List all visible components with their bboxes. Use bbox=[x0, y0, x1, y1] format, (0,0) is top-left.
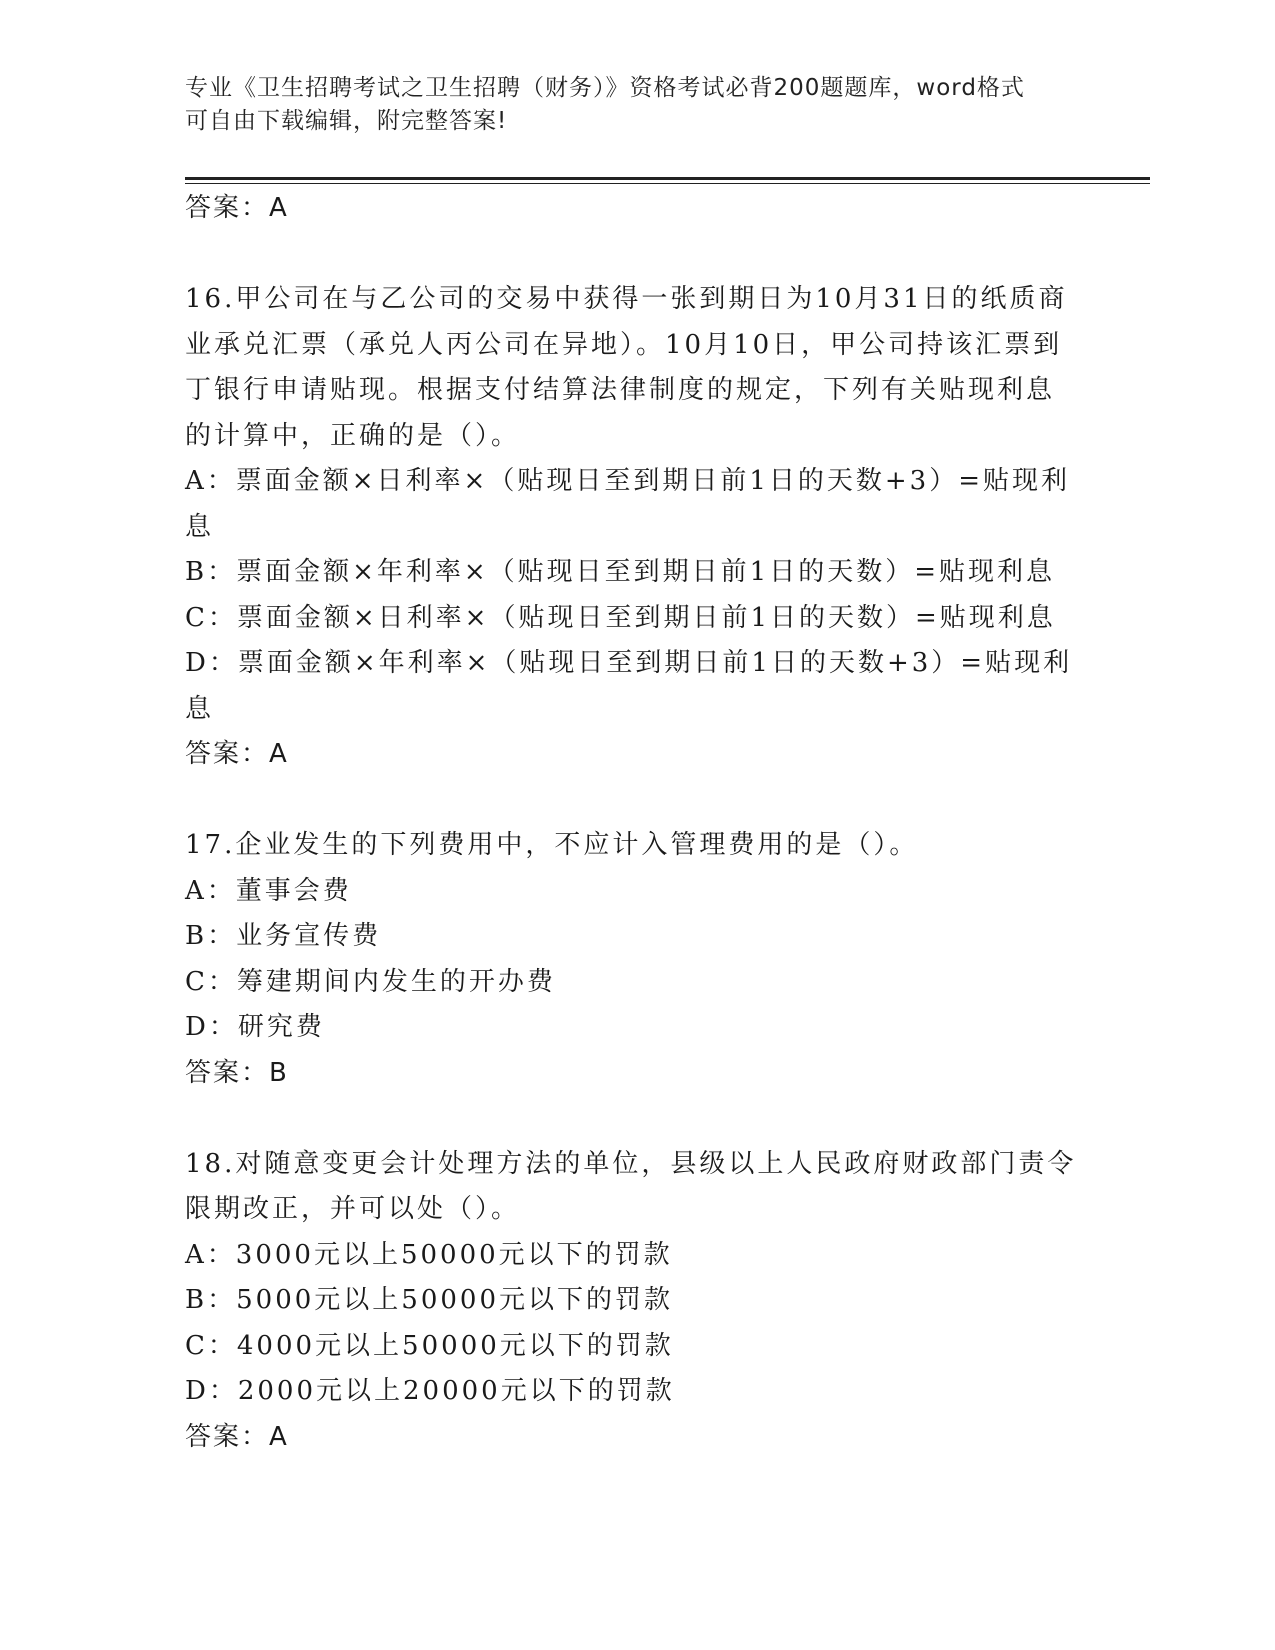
option-line: B：票面金额×年利率×（贴现日至到期日前1日的天数）=贴现利息 bbox=[185, 557, 1056, 587]
document-body bbox=[185, 186, 1085, 1460]
answer-line: 答案：B bbox=[185, 1057, 289, 1088]
option-line: C：票面金额×日利率×（贴现日至到期日前1日的天数）=贴现利息 bbox=[185, 602, 1056, 633]
header-divider-thin bbox=[185, 183, 1150, 184]
option-line: D：研究费 bbox=[185, 1012, 325, 1042]
option-line: D：票面金额×年利率×（贴现日至到期日前1日的天数+3）=贴现利 bbox=[185, 648, 1073, 678]
question-18 bbox=[185, 1142, 1085, 1461]
header-line-2: 可自由下载编辑，附完整答案! bbox=[185, 108, 508, 134]
question-stem-line: 16.甲公司在与乙公司的交易中获得一张到期日为10月31日的纸质商 bbox=[185, 284, 1068, 314]
option-line: C：4000元以上50000元以下的罚款 bbox=[185, 1330, 674, 1361]
document-header bbox=[185, 72, 1085, 138]
option-line: 息 bbox=[185, 511, 215, 542]
question-stem-line: 丁银行申请贴现。根据支付结算法律制度的规定，下列有关贴现利息 bbox=[185, 375, 1056, 405]
header-line-1: 专业《卫生招聘考试之卫生招聘（财务）》资格考试必背200题题库，word格式 bbox=[185, 75, 1025, 101]
option-line: A：董事会费 bbox=[185, 875, 352, 906]
option-line: C：筹建期间内发生的开办费 bbox=[185, 966, 556, 997]
option-line: D：2000元以上20000元以下的罚款 bbox=[185, 1376, 675, 1406]
option-line: A：票面金额×日利率×（贴现日至到期日前1日的天数+3）=贴现利 bbox=[185, 466, 1071, 496]
spacer bbox=[185, 778, 1085, 824]
question-17 bbox=[185, 823, 1085, 1096]
header-divider-thick bbox=[185, 177, 1150, 180]
question-16 bbox=[185, 277, 1085, 778]
spacer bbox=[185, 232, 1085, 278]
question-stem-line: 的计算中，正确的是（）。 bbox=[185, 420, 521, 451]
option-line: A：3000元以上50000元以下的罚款 bbox=[185, 1239, 673, 1270]
previous-answer: 答案：A bbox=[185, 193, 289, 223]
option-line: B：业务宣传费 bbox=[185, 921, 382, 951]
question-stem-line: 限期改正，并可以处（）。 bbox=[185, 1194, 521, 1224]
answer-line: 答案：A bbox=[185, 1421, 289, 1452]
answer-line: 答案：A bbox=[185, 739, 289, 769]
option-line: B：5000元以上50000元以下的罚款 bbox=[185, 1285, 673, 1315]
option-line: 息 bbox=[185, 693, 215, 724]
question-stem-line: 17.企业发生的下列费用中，不应计入管理费用的是（）。 bbox=[185, 830, 919, 860]
spacer bbox=[185, 1096, 1085, 1142]
question-stem-line: 业承兑汇票（承兑人丙公司在异地）。10月10日，甲公司持该汇票到 bbox=[185, 329, 1063, 360]
question-stem-line: 18.对随意变更会计处理方法的单位，县级以上人民政府财政部门责令 bbox=[185, 1148, 1077, 1179]
